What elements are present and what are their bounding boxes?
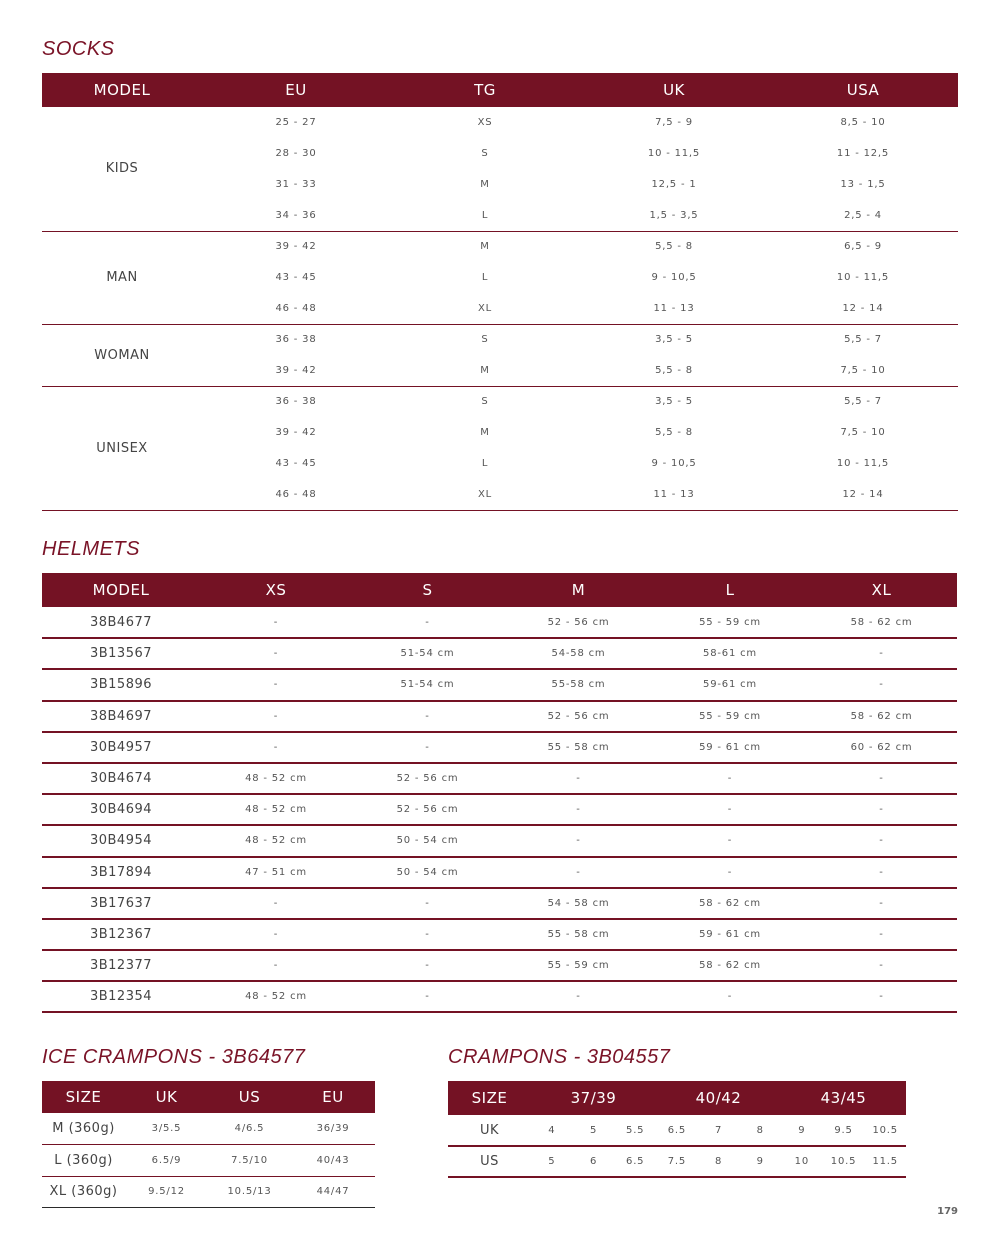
- socks-group-woman: [42, 324, 958, 386]
- crampons-value-cell: 9: [781, 1115, 823, 1146]
- socks-usa-cell: 7,5 - 10: [840, 427, 886, 438]
- helmet-l-cell: -: [654, 981, 806, 1012]
- helmet-xs-cell: -: [200, 950, 352, 981]
- socks-tg-cell: XL: [477, 302, 493, 314]
- helmet-m-cell: 55-58 cm: [503, 669, 654, 700]
- crampons-value-cell: 7: [698, 1115, 740, 1146]
- socks-eu-cell: 28 - 30: [275, 148, 317, 159]
- table-row: [42, 231, 958, 262]
- helmet-xs-cell: -: [200, 669, 352, 700]
- helmet-s-cell: 51-54 cm: [352, 669, 503, 700]
- socks-uk-cell: 5,5 - 8: [655, 241, 693, 253]
- crampons-value-cell: 10.5: [864, 1115, 906, 1146]
- ice-header-row: [42, 1081, 375, 1113]
- helmets-header-xl: XL: [806, 573, 957, 607]
- socks-header-tg: TG: [390, 73, 580, 107]
- helmet-s-cell: -: [352, 981, 503, 1012]
- socks-usa-cell: 12 - 14: [842, 302, 884, 314]
- table-row: [448, 1146, 906, 1177]
- helmet-l-cell: 59 - 61 cm: [654, 732, 806, 763]
- socks-eu-cell: 39 - 42: [275, 427, 317, 438]
- table-row: [42, 386, 958, 417]
- helmet-xl-cell: 60 - 62 cm: [806, 732, 957, 763]
- helmet-l-cell: 58 - 62 cm: [654, 888, 806, 919]
- socks-header-row: [42, 73, 958, 107]
- crampons-table: [448, 1081, 906, 1178]
- socks-tg-cell: XS: [477, 117, 493, 128]
- helmet-model-cell: 30B4694: [42, 794, 200, 825]
- crampons-value-cell: 6: [573, 1146, 615, 1177]
- helmet-xs-cell: -: [200, 888, 352, 919]
- table-row: [42, 763, 957, 794]
- ice-size-cell: M (360g): [42, 1113, 125, 1145]
- helmet-xl-cell: -: [806, 794, 957, 825]
- table-row: [42, 324, 958, 355]
- socks-uk-cell: 11 - 13: [653, 302, 695, 314]
- helmets-header-l: L: [654, 573, 806, 607]
- helmets-header-m: M: [503, 573, 654, 607]
- socks-tg-cell: S: [481, 148, 489, 159]
- ice-us-cell: 10.5/13: [208, 1176, 291, 1208]
- socks-header-uk: UK: [580, 73, 768, 107]
- socks-tg-cell: M: [480, 179, 490, 190]
- helmet-m-cell: 52 - 56 cm: [503, 701, 654, 732]
- helmet-s-cell: -: [352, 888, 503, 919]
- helmet-s-cell: -: [352, 732, 503, 763]
- helmets-header-model: MODEL: [42, 573, 200, 607]
- helmet-model-cell: 30B4957: [42, 732, 200, 763]
- helmet-model-cell: 3B12377: [42, 950, 200, 981]
- helmet-model-cell: 38B4677: [42, 607, 200, 638]
- socks-uk-cell: 5,5 - 8: [655, 364, 693, 376]
- socks-usa-cell: 10 - 11,5: [836, 458, 890, 469]
- ice-uk-cell: 3/5.5: [125, 1113, 208, 1145]
- helmet-xs-cell: -: [200, 732, 352, 763]
- crampons-value-cell: 8: [739, 1115, 781, 1146]
- crampons-value-cell: 7.5: [656, 1146, 698, 1177]
- ice-header-uk: UK: [125, 1081, 208, 1113]
- crampons-header-row: [448, 1081, 906, 1115]
- crampons-header-size: SIZE: [448, 1081, 531, 1115]
- socks-uk-cell: 10 - 11,5: [647, 148, 701, 159]
- socks-eu-cell: 39 - 42: [275, 364, 317, 376]
- socks-eu-cell: 25 - 27: [275, 117, 317, 128]
- table-row: [42, 825, 957, 856]
- helmet-xs-cell: 48 - 52 cm: [200, 981, 352, 1012]
- helmet-model-cell: 3B15896: [42, 669, 200, 700]
- socks-usa-cell: 5,5 - 7: [844, 334, 882, 346]
- table-row: [42, 607, 957, 638]
- helmet-model-cell: 3B17894: [42, 857, 200, 888]
- helmet-s-cell: -: [352, 919, 503, 950]
- helmet-l-cell: -: [654, 825, 806, 856]
- table-row: [42, 981, 957, 1012]
- crampons-value-cell: 8: [698, 1146, 740, 1177]
- helmet-xl-cell: -: [806, 950, 957, 981]
- socks-model-cell: MAN: [106, 270, 138, 285]
- helmet-m-cell: 54 - 58 cm: [503, 888, 654, 919]
- socks-tg-cell: M: [480, 427, 490, 438]
- helmet-xs-cell: -: [200, 701, 352, 732]
- table-row: [42, 919, 957, 950]
- helmet-s-cell: 52 - 56 cm: [352, 763, 503, 794]
- ice-us-cell: 7.5/10: [208, 1145, 291, 1177]
- socks-eu-cell: 46 - 48: [275, 488, 317, 500]
- helmet-xl-cell: 58 - 62 cm: [806, 607, 957, 638]
- table-row: [42, 1113, 375, 1145]
- helmet-xs-cell: -: [200, 607, 352, 638]
- crampons-value-cell: 9: [739, 1146, 781, 1177]
- socks-uk-cell: 3,5 - 5: [655, 396, 693, 408]
- crampons-value-cell: 11.5: [864, 1146, 906, 1177]
- helmet-model-cell: 3B13567: [42, 638, 200, 669]
- helmet-xs-cell: 48 - 52 cm: [200, 763, 352, 794]
- crampons-value-cell: 5: [573, 1115, 615, 1146]
- socks-usa-cell: 11 - 12,5: [836, 148, 890, 159]
- table-row: [42, 1145, 375, 1177]
- socks-eu-cell: 31 - 33: [275, 179, 317, 190]
- socks-usa-cell: 5,5 - 7: [844, 396, 882, 408]
- socks-uk-cell: 12,5 - 1: [651, 179, 697, 190]
- socks-model-cell: WOMAN: [94, 347, 150, 363]
- helmet-s-cell: 52 - 56 cm: [352, 794, 503, 825]
- helmet-m-cell: -: [503, 857, 654, 888]
- helmet-s-cell: -: [352, 607, 503, 638]
- socks-uk-cell: 1,5 - 3,5: [649, 209, 699, 221]
- socks-eu-cell: 34 - 36: [275, 209, 317, 221]
- ice-crampons-title: ICE CRAMPONS - 3B64577: [42, 1046, 306, 1068]
- helmet-m-cell: -: [503, 763, 654, 794]
- crampons-value-cell: 4: [531, 1115, 573, 1146]
- helmet-l-cell: 58-61 cm: [654, 638, 806, 669]
- helmet-xl-cell: -: [806, 825, 957, 856]
- helmet-model-cell: 3B12367: [42, 919, 200, 950]
- socks-group-unisex: [42, 386, 958, 510]
- helmet-xs-cell: 48 - 52 cm: [200, 825, 352, 856]
- socks-eu-cell: 36 - 38: [275, 334, 317, 346]
- helmet-xs-cell: -: [200, 638, 352, 669]
- crampons-row-label: US: [448, 1146, 531, 1177]
- table-row: [42, 638, 957, 669]
- helmet-l-cell: -: [654, 763, 806, 794]
- helmet-l-cell: 59-61 cm: [654, 669, 806, 700]
- helmets-header-s: S: [352, 573, 503, 607]
- helmet-xs-cell: 48 - 52 cm: [200, 794, 352, 825]
- helmet-xl-cell: -: [806, 981, 957, 1012]
- crampons-value-cell: 6.5: [614, 1146, 656, 1177]
- socks-tg-cell: M: [480, 241, 490, 253]
- helmet-m-cell: 55 - 58 cm: [503, 919, 654, 950]
- ice-eu-cell: 36/39: [291, 1113, 375, 1145]
- helmet-xs-cell: -: [200, 919, 352, 950]
- helmet-s-cell: 50 - 54 cm: [352, 825, 503, 856]
- crampons-row-label: UK: [448, 1115, 531, 1146]
- socks-uk-cell: 9 - 10,5: [651, 458, 697, 469]
- crampons-value-cell: 10.5: [823, 1146, 865, 1177]
- helmet-model-cell: 3B17637: [42, 888, 200, 919]
- helmet-l-cell: 58 - 62 cm: [654, 950, 806, 981]
- crampons-value-cell: 9.5: [823, 1115, 865, 1146]
- socks-usa-cell: 12 - 14: [842, 488, 884, 500]
- socks-usa-cell: 7,5 - 10: [840, 364, 886, 376]
- helmet-model-cell: 30B4674: [42, 763, 200, 794]
- table-row: [42, 701, 957, 732]
- ice-uk-cell: 9.5/12: [125, 1176, 208, 1208]
- socks-tg-cell: L: [481, 209, 489, 221]
- crampons-title: CRAMPONS - 3B04557: [448, 1046, 671, 1068]
- socks-usa-cell: 13 - 1,5: [840, 179, 886, 190]
- table-row: [42, 1176, 375, 1208]
- helmet-l-cell: 55 - 59 cm: [654, 607, 806, 638]
- helmet-xl-cell: -: [806, 919, 957, 950]
- socks-header-model: MODEL: [42, 73, 202, 107]
- helmet-model-cell: 38B4697: [42, 701, 200, 732]
- helmets-header-xs: XS: [200, 573, 352, 607]
- socks-tg-cell: M: [480, 364, 490, 376]
- socks-tg-cell: L: [481, 458, 489, 469]
- helmet-l-cell: 55 - 59 cm: [654, 701, 806, 732]
- ice-eu-cell: 40/43: [291, 1145, 375, 1177]
- socks-title: SOCKS: [42, 38, 115, 60]
- socks-tg-cell: XL: [477, 488, 493, 500]
- helmet-xl-cell: 58 - 62 cm: [806, 701, 957, 732]
- crampons-header-40-42: 40/42: [656, 1081, 781, 1115]
- helmets-header-row: [42, 573, 957, 607]
- socks-model-cell: UNISEX: [96, 440, 148, 456]
- table-row: [42, 888, 957, 919]
- socks-uk-cell: 7,5 - 9: [655, 117, 693, 128]
- ice-size-cell: L (360g): [42, 1145, 125, 1177]
- helmet-s-cell: 51-54 cm: [352, 638, 503, 669]
- helmet-m-cell: -: [503, 825, 654, 856]
- socks-eu-cell: 43 - 45: [275, 458, 317, 469]
- socks-tg-cell: S: [481, 334, 489, 346]
- socks-eu-cell: 39 - 42: [275, 241, 317, 253]
- crampons-header-37-39: 37/39: [531, 1081, 656, 1115]
- socks-uk-cell: 5,5 - 8: [655, 427, 693, 438]
- socks-uk-cell: 3,5 - 5: [655, 334, 693, 346]
- socks-eu-cell: 43 - 45: [275, 272, 317, 283]
- helmet-s-cell: 50 - 54 cm: [352, 857, 503, 888]
- helmet-l-cell: -: [654, 794, 806, 825]
- table-row: [42, 732, 957, 763]
- ice-uk-cell: 6.5/9: [125, 1145, 208, 1177]
- page-number: 179: [937, 1206, 958, 1217]
- socks-uk-cell: 9 - 10,5: [651, 272, 697, 283]
- table-row: [42, 794, 957, 825]
- crampons-value-cell: 6.5: [656, 1115, 698, 1146]
- helmet-model-cell: 3B12354: [42, 981, 200, 1012]
- helmets-title: HELMETS: [42, 538, 140, 560]
- helmet-s-cell: -: [352, 950, 503, 981]
- helmet-m-cell: -: [503, 794, 654, 825]
- ice-crampons-table: [42, 1081, 375, 1208]
- table-row: [42, 950, 957, 981]
- socks-table: [42, 73, 958, 511]
- helmet-m-cell: 55 - 58 cm: [503, 732, 654, 763]
- helmet-xl-cell: -: [806, 857, 957, 888]
- helmets-table: [42, 573, 957, 1013]
- socks-group-man: [42, 231, 958, 324]
- ice-size-cell: XL (360g): [42, 1176, 125, 1208]
- helmet-l-cell: -: [654, 857, 806, 888]
- socks-usa-cell: 2,5 - 4: [844, 209, 882, 221]
- crampons-value-cell: 5.5: [614, 1115, 656, 1146]
- crampons-value-cell: 10: [781, 1146, 823, 1177]
- socks-tg-cell: L: [481, 272, 489, 283]
- crampons-value-cell: 5: [531, 1146, 573, 1177]
- helmet-m-cell: 55 - 59 cm: [503, 950, 654, 981]
- crampons-header-43-45: 43/45: [781, 1081, 906, 1115]
- helmet-m-cell: 52 - 56 cm: [503, 607, 654, 638]
- helmet-model-cell: 30B4954: [42, 825, 200, 856]
- helmet-m-cell: -: [503, 981, 654, 1012]
- socks-tg-cell: S: [481, 396, 489, 408]
- ice-header-eu: EU: [291, 1081, 375, 1113]
- table-row: [448, 1115, 906, 1146]
- helmet-s-cell: -: [352, 701, 503, 732]
- socks-usa-cell: 10 - 11,5: [836, 272, 890, 283]
- ice-us-cell: 4/6.5: [208, 1113, 291, 1145]
- helmet-m-cell: 54-58 cm: [503, 638, 654, 669]
- socks-model-cell: KIDS: [105, 161, 139, 177]
- socks-uk-cell: 11 - 13: [653, 488, 695, 500]
- helmet-xl-cell: -: [806, 888, 957, 919]
- helmet-l-cell: 59 - 61 cm: [654, 919, 806, 950]
- ice-eu-cell: 44/47: [291, 1176, 375, 1208]
- helmet-xl-cell: -: [806, 669, 957, 700]
- socks-usa-cell: 8,5 - 10: [840, 117, 886, 128]
- ice-header-size: SIZE: [42, 1081, 125, 1113]
- socks-usa-cell: 6,5 - 9: [844, 241, 882, 253]
- socks-eu-cell: 46 - 48: [275, 302, 317, 314]
- socks-group-kids: [42, 107, 958, 231]
- table-row: [42, 669, 957, 700]
- helmet-xl-cell: -: [806, 638, 957, 669]
- socks-header-usa: USA: [768, 73, 958, 107]
- table-row: [42, 107, 958, 138]
- helmet-xl-cell: -: [806, 763, 957, 794]
- ice-header-us: US: [208, 1081, 291, 1113]
- table-row: [42, 857, 957, 888]
- socks-eu-cell: 36 - 38: [275, 396, 317, 408]
- socks-header-eu: EU: [202, 73, 390, 107]
- helmet-xs-cell: 47 - 51 cm: [200, 857, 352, 888]
